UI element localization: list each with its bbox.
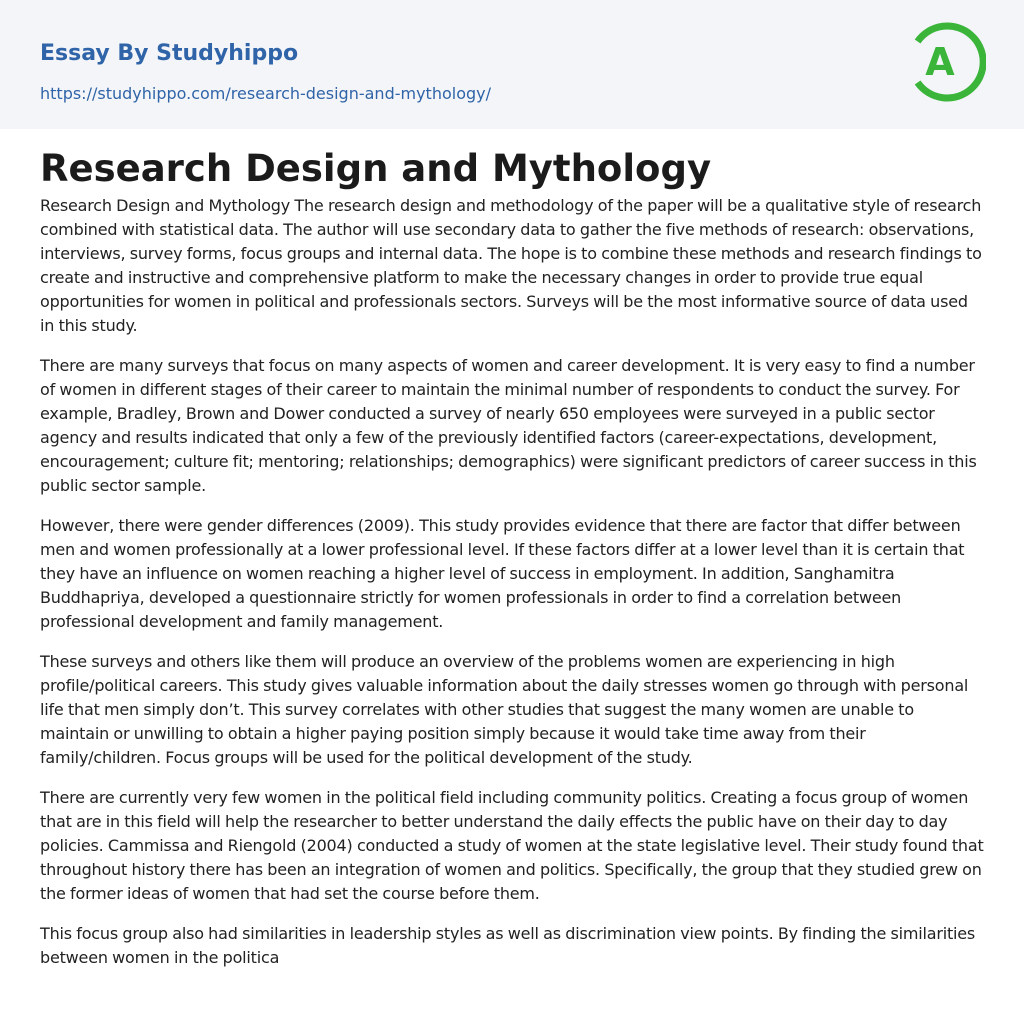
article (0, 129, 1024, 970)
site-brand[interactable]: Essay By Studyhippo (40, 41, 299, 66)
article-paragraph: This focus group also had similarities in leadership styles as well as discrimination view points. By finding the similarities between women in the politica (40, 924, 976, 967)
article-title: Research Design and Mythology (40, 147, 712, 190)
article-paragraph: There are currently very few women in the political field including community politics. Creating a focus group of women that are in this field will help the researcher to better understand the daily effects the public have on their day to day policies. Cammissa and Riengold (2004) conducted a study of women at the state legislative level. Their study found that throughout history there has been an integration of women and politics. Specifically, the group that they studied grew on the former ideas of women that had set the course before them. (40, 788, 984, 903)
logo-letter: A (925, 40, 955, 84)
article-paragraph: There are many surveys that focus on many aspects of women and career development. It is very easy to find a number of women in different stages of their career to maintain the minimal number of respondents to conduct the survey. For example, Bradley, Brown and Dower conducted a survey of nearly 650 employees were surveyed in a public sector agency and results indicated that only a few of the previously identified factors (career-expectations, development, encouragement; culture fit; mentoring; relationships; demographics) were significant predictors of career success in this public sector sample. (40, 356, 977, 495)
page-url-link[interactable]: https://studyhippo.com/research-design-and-mythology/ (40, 84, 492, 103)
studyhippo-logo-icon[interactable] (912, 19, 986, 105)
article-paragraph: These surveys and others like them will produce an overview of the problems women are experiencing in high profile/political careers. This study gives valuable information about the daily stresses women go through with personal life that men simply don’t. This survey correlates with other studies that suggest the many women are unable to maintain or unwilling to obtain a higher paying position simply because it would take time away from their family/children. Focus groups will be used for the political development of the study. (40, 652, 969, 767)
article-paragraph: However, there were gender differences (2009). This study provides evidence that there are factor that differ between men and women professionally at a lower professional level. If these factors differ at a lower level than it is certain that they have an influence on women reaching a higher level of success in employment. In addition, Sanghamitra Buddhapriya, developed a questionnaire strictly for women professionals in order to find a correlation between professional development and family management. (40, 516, 965, 631)
article-paragraph: Research Design and Mythology The research design and methodology of the paper will be a qualitative style of research combined with statistical data. The author will use secondary data to gather the five methods of research: observations, interviews, survey forms, focus groups and internal data. The hope is to combine these methods and research findings to create and instructive and comprehensive platform to make the necessary changes in order to provide true equal opportunities for women in political and professionals sectors. Surveys will be the most informative source of data used in this study. (40, 196, 982, 335)
site-header (0, 0, 1024, 129)
